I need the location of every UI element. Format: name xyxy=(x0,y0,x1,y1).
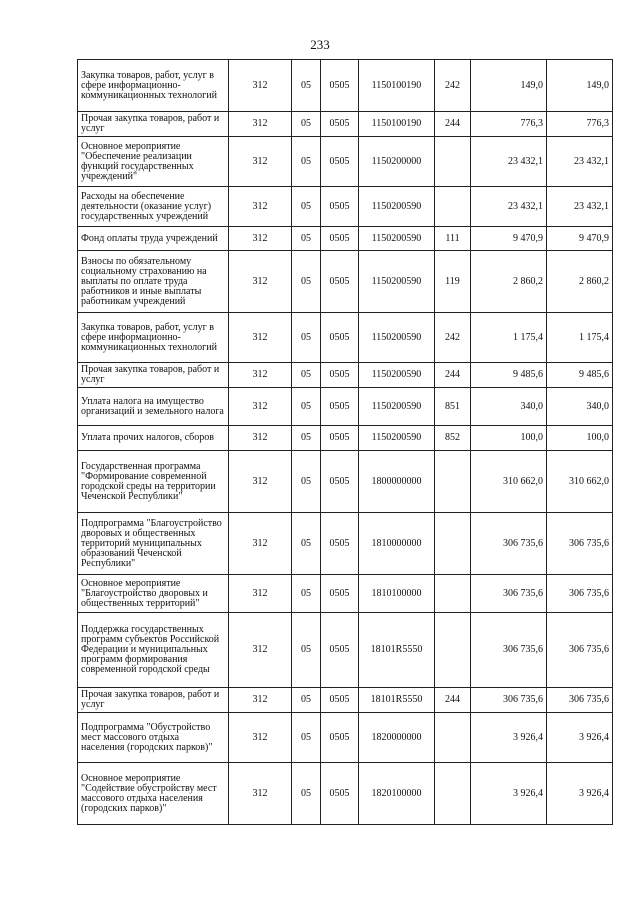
table-row xyxy=(78,187,613,227)
expense-type-cell: 851 xyxy=(435,388,471,426)
total-cell: 3 926,4 xyxy=(547,713,613,763)
table-row xyxy=(78,513,613,575)
table-row xyxy=(78,363,613,388)
expense-type-cell: 242 xyxy=(435,313,471,363)
total-cell: 310 662,0 xyxy=(547,451,613,513)
row-name-cell: Подпрограмма "Обустройство мест массового отдыха населения (городских парков)" xyxy=(78,713,229,763)
admin-code-cell: 312 xyxy=(229,688,292,713)
section-code-cell: 05 xyxy=(292,137,321,187)
row-name-cell: Закупка товаров, работ, услуг в сфере информационно-коммуникационных технологий xyxy=(78,60,229,112)
admin-code-cell: 312 xyxy=(229,763,292,825)
target-article-cell: 1810100000 xyxy=(359,575,435,613)
amount-cell: 3 926,4 xyxy=(471,713,547,763)
total-cell: 1 175,4 xyxy=(547,313,613,363)
row-name-cell: Прочая закупка товаров, работ и услуг xyxy=(78,112,229,137)
subsection-code-cell: 0505 xyxy=(321,137,359,187)
total-cell: 776,3 xyxy=(547,112,613,137)
admin-code-cell: 312 xyxy=(229,388,292,426)
admin-code-cell: 312 xyxy=(229,575,292,613)
amount-cell: 340,0 xyxy=(471,388,547,426)
subsection-code-cell: 0505 xyxy=(321,763,359,825)
total-cell: 9 485,6 xyxy=(547,363,613,388)
section-code-cell: 05 xyxy=(292,60,321,112)
row-name-cell: Основное мероприятие "Содействие обустройству мест массового отдыха населения (городских парков)" xyxy=(78,763,229,825)
amount-cell: 306 735,6 xyxy=(471,688,547,713)
row-name-cell: Основное мероприятие "Обеспечение реализации функций государственных учреждений" xyxy=(78,137,229,187)
section-code-cell: 05 xyxy=(292,688,321,713)
section-code-cell: 05 xyxy=(292,613,321,688)
target-article-cell: 1150100190 xyxy=(359,60,435,112)
admin-code-cell: 312 xyxy=(229,60,292,112)
section-code-cell: 05 xyxy=(292,313,321,363)
amount-cell: 149,0 xyxy=(471,60,547,112)
target-article-cell: 1150200590 xyxy=(359,227,435,251)
table-row xyxy=(78,426,613,451)
expense-type-cell xyxy=(435,613,471,688)
row-name-cell: Взносы по обязательному социальному страхованию на выплаты по оплате труда работников и иные выплаты работникам учреждений xyxy=(78,251,229,313)
row-name-cell: Уплата налога на имущество организаций и земельного налога xyxy=(78,388,229,426)
table-row xyxy=(78,251,613,313)
total-cell: 23 432,1 xyxy=(547,187,613,227)
admin-code-cell: 312 xyxy=(229,251,292,313)
row-name-cell: Уплата прочих налогов, сборов xyxy=(78,426,229,451)
admin-code-cell: 312 xyxy=(229,137,292,187)
admin-code-cell: 312 xyxy=(229,451,292,513)
expense-type-cell xyxy=(435,451,471,513)
target-article-cell: 1150200590 xyxy=(359,187,435,227)
amount-cell: 306 735,6 xyxy=(471,613,547,688)
expense-type-cell: 119 xyxy=(435,251,471,313)
target-article-cell: 1150200590 xyxy=(359,313,435,363)
table-row xyxy=(78,763,613,825)
page-number: 233 xyxy=(310,37,330,52)
target-article-cell: 1820000000 xyxy=(359,713,435,763)
subsection-code-cell: 0505 xyxy=(321,363,359,388)
target-article-cell: 18101R5550 xyxy=(359,688,435,713)
subsection-code-cell: 0505 xyxy=(321,613,359,688)
amount-cell: 23 432,1 xyxy=(471,187,547,227)
expense-type-cell: 244 xyxy=(435,688,471,713)
subsection-code-cell: 0505 xyxy=(321,575,359,613)
expense-type-cell xyxy=(435,187,471,227)
total-cell: 340,0 xyxy=(547,388,613,426)
row-name-cell: Фонд оплаты труда учреждений xyxy=(78,227,229,251)
total-cell: 3 926,4 xyxy=(547,763,613,825)
expense-type-cell: 242 xyxy=(435,60,471,112)
amount-cell: 23 432,1 xyxy=(471,137,547,187)
row-name-cell: Прочая закупка товаров, работ и услуг xyxy=(78,363,229,388)
section-code-cell: 05 xyxy=(292,363,321,388)
total-cell: 306 735,6 xyxy=(547,513,613,575)
target-article-cell: 1150200590 xyxy=(359,363,435,388)
amount-cell: 310 662,0 xyxy=(471,451,547,513)
row-name-cell: Поддержка государственных программ субъектов Российской Федерации и муниципальных программ формирования современной городской среды xyxy=(78,613,229,688)
admin-code-cell: 312 xyxy=(229,613,292,688)
admin-code-cell: 312 xyxy=(229,363,292,388)
row-name-cell: Закупка товаров, работ, услуг в сфере информационно-коммуникационных технологий xyxy=(78,313,229,363)
total-cell: 23 432,1 xyxy=(547,137,613,187)
expense-type-cell: 111 xyxy=(435,227,471,251)
expense-type-cell: 244 xyxy=(435,112,471,137)
expense-type-cell xyxy=(435,763,471,825)
admin-code-cell: 312 xyxy=(229,112,292,137)
subsection-code-cell: 0505 xyxy=(321,313,359,363)
subsection-code-cell: 0505 xyxy=(321,227,359,251)
table-row xyxy=(78,137,613,187)
table-row xyxy=(78,451,613,513)
admin-code-cell: 312 xyxy=(229,227,292,251)
expense-type-cell xyxy=(435,137,471,187)
amount-cell: 306 735,6 xyxy=(471,513,547,575)
subsection-code-cell: 0505 xyxy=(321,251,359,313)
expense-type-cell: 852 xyxy=(435,426,471,451)
subsection-code-cell: 0505 xyxy=(321,513,359,575)
total-cell: 9 470,9 xyxy=(547,227,613,251)
subsection-code-cell: 0505 xyxy=(321,688,359,713)
subsection-code-cell: 0505 xyxy=(321,426,359,451)
amount-cell: 9 485,6 xyxy=(471,363,547,388)
table-row xyxy=(78,575,613,613)
target-article-cell: 18101R5550 xyxy=(359,613,435,688)
section-code-cell: 05 xyxy=(292,426,321,451)
total-cell: 306 735,6 xyxy=(547,688,613,713)
table-row xyxy=(78,313,613,363)
row-name-cell: Подпрограмма "Благоустройство дворовых и общественных территорий муниципальных образований Чеченской Республики" xyxy=(78,513,229,575)
budget-table-body xyxy=(78,60,613,825)
row-name-cell: Прочая закупка товаров, работ и услуг xyxy=(78,688,229,713)
row-name-cell: Основное мероприятие "Благоустройство дворовых и общественных территорий" xyxy=(78,575,229,613)
target-article-cell: 1150100190 xyxy=(359,112,435,137)
subsection-code-cell: 0505 xyxy=(321,451,359,513)
subsection-code-cell: 0505 xyxy=(321,60,359,112)
amount-cell: 1 175,4 xyxy=(471,313,547,363)
section-code-cell: 05 xyxy=(292,112,321,137)
section-code-cell: 05 xyxy=(292,763,321,825)
section-code-cell: 05 xyxy=(292,713,321,763)
total-cell: 149,0 xyxy=(547,60,613,112)
budget-table xyxy=(77,59,613,825)
table-row xyxy=(78,713,613,763)
expense-type-cell xyxy=(435,513,471,575)
expense-type-cell xyxy=(435,713,471,763)
row-name-cell: Государственная программа "Формирование современной городской среды на территории Чеченской Республики" xyxy=(78,451,229,513)
table-row xyxy=(78,227,613,251)
subsection-code-cell: 0505 xyxy=(321,112,359,137)
subsection-code-cell: 0505 xyxy=(321,388,359,426)
admin-code-cell: 312 xyxy=(229,313,292,363)
amount-cell: 3 926,4 xyxy=(471,763,547,825)
admin-code-cell: 312 xyxy=(229,713,292,763)
expense-type-cell: 244 xyxy=(435,363,471,388)
total-cell: 100,0 xyxy=(547,426,613,451)
table-row xyxy=(78,688,613,713)
section-code-cell: 05 xyxy=(292,451,321,513)
total-cell: 306 735,6 xyxy=(547,613,613,688)
amount-cell: 2 860,2 xyxy=(471,251,547,313)
expense-type-cell xyxy=(435,575,471,613)
section-code-cell: 05 xyxy=(292,227,321,251)
target-article-cell: 1150200590 xyxy=(359,426,435,451)
table-row xyxy=(78,613,613,688)
target-article-cell: 1150200590 xyxy=(359,251,435,313)
section-code-cell: 05 xyxy=(292,187,321,227)
table-row xyxy=(78,388,613,426)
target-article-cell: 1810000000 xyxy=(359,513,435,575)
subsection-code-cell: 0505 xyxy=(321,187,359,227)
total-cell: 2 860,2 xyxy=(547,251,613,313)
target-article-cell: 1150200590 xyxy=(359,388,435,426)
target-article-cell: 1800000000 xyxy=(359,451,435,513)
table-row xyxy=(78,60,613,112)
admin-code-cell: 312 xyxy=(229,187,292,227)
section-code-cell: 05 xyxy=(292,513,321,575)
total-cell: 306 735,6 xyxy=(547,575,613,613)
amount-cell: 9 470,9 xyxy=(471,227,547,251)
row-name-cell: Расходы на обеспечение деятельности (оказание услуг) государственных учреждений xyxy=(78,187,229,227)
amount-cell: 776,3 xyxy=(471,112,547,137)
amount-cell: 100,0 xyxy=(471,426,547,451)
section-code-cell: 05 xyxy=(292,388,321,426)
target-article-cell: 1150200000 xyxy=(359,137,435,187)
target-article-cell: 1820100000 xyxy=(359,763,435,825)
admin-code-cell: 312 xyxy=(229,513,292,575)
table-row xyxy=(78,112,613,137)
section-code-cell: 05 xyxy=(292,251,321,313)
amount-cell: 306 735,6 xyxy=(471,575,547,613)
section-code-cell: 05 xyxy=(292,575,321,613)
subsection-code-cell: 0505 xyxy=(321,713,359,763)
admin-code-cell: 312 xyxy=(229,426,292,451)
